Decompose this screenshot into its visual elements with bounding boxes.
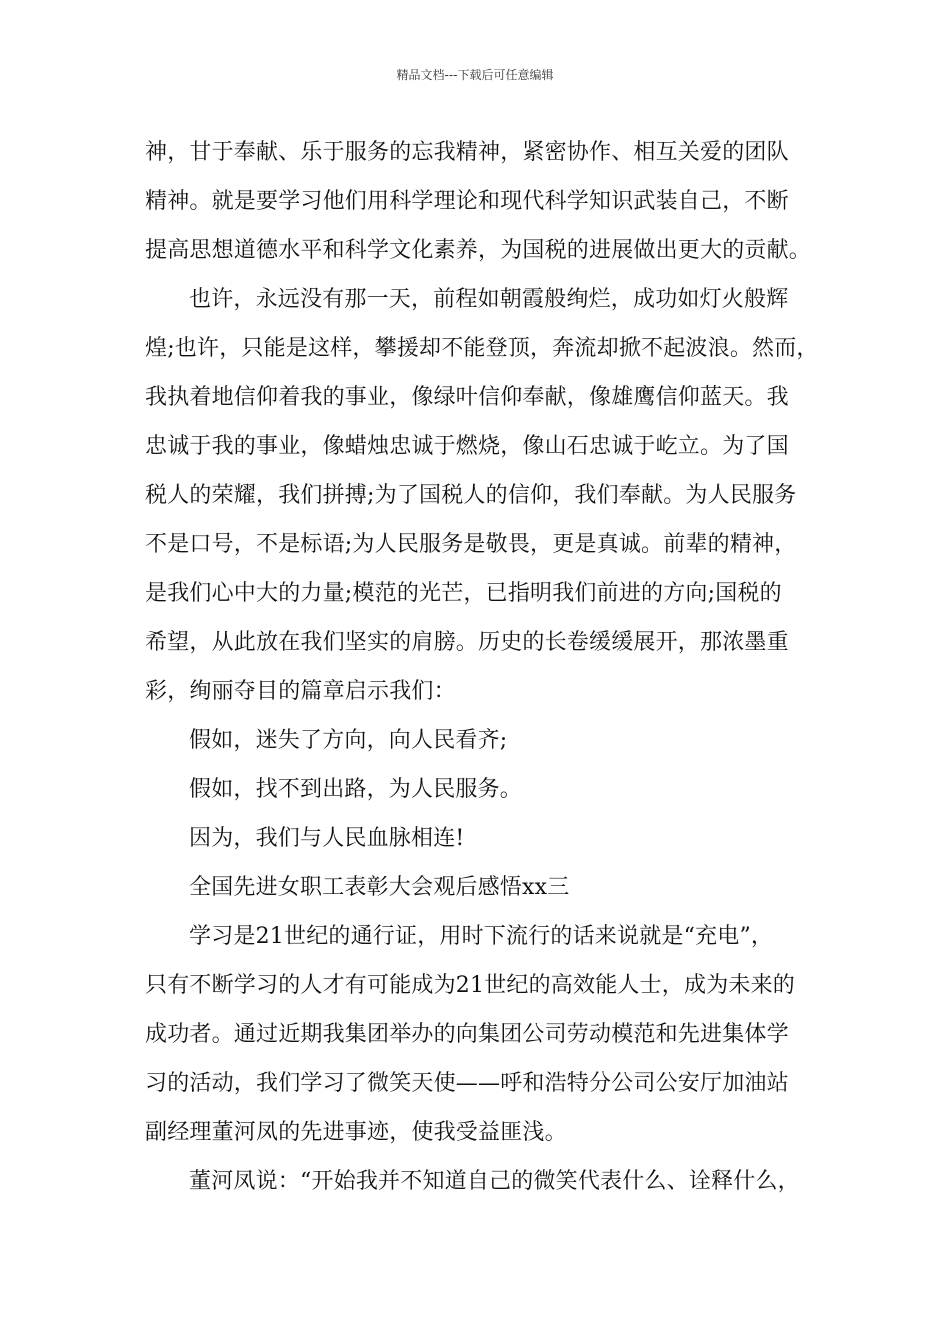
paragraph-start-line: 也许，永远没有那一天，前程如朝霞般绚烂，成功如灯火般辉 — [189, 287, 789, 312]
text-line: 习的活动，我们学习了微笑天使——呼和浩特分公司公安厅加油站 — [145, 1071, 789, 1096]
text-line: 成功者。通过近期我集团举办的向集团公司劳动模范和先进集体学 — [145, 1022, 789, 1047]
paragraph-start-line: 董河凤说：“开始我并不知道自己的微笑代表什么、诠释什么， — [189, 1169, 800, 1194]
text-line: 煌;也许，只能是这样，攀援却不能登顶，奔流却掀不起波浪。然而， — [145, 336, 819, 361]
paragraph-start-line: 假如，找不到出路，为人民服务。 — [189, 777, 523, 802]
text-line: 忠诚于我的事业，像蜡烛忠诚于燃烧，像山石忠诚于屹立。为了国 — [145, 434, 789, 459]
text-line: 副经理董河凤的先进事迹，使我受益匪浅。 — [145, 1120, 567, 1145]
text-line: 只有不断学习的人才有可能成为21世纪的高效能人士，成为未来的 — [145, 973, 795, 998]
text-line: 精神。就是要学习他们用科学理论和现代科学知识武装自己，不断 — [145, 189, 789, 214]
paragraph-start-line: 学习是21世纪的通行证，用时下流行的话来说就是“充电”， — [189, 924, 774, 949]
text-line: 提高思想道德水平和科学文化素养，为国税的进展做出更大的贡献。 — [145, 238, 812, 263]
paragraph-start-line: 因为，我们与人民血脉相连! — [189, 826, 465, 851]
text-line: 是我们心中大的力量;模范的光芒，已指明我们前进的方向;国税的 — [145, 581, 782, 606]
text-line: 税人的荣耀，我们拼搏;为了国税人的信仰，我们奉献。为人民服务 — [145, 483, 797, 508]
text-line: 希望，从此放在我们坚实的肩膀。历史的长卷缓缓展开，那浓墨重 — [145, 630, 789, 655]
section-heading: 全国先进女职工表彰大会观后感悟xx三 — [189, 875, 570, 900]
document-header-note: 精品文档---下载后可任意编辑 — [396, 68, 554, 82]
text-line: 神，甘于奉献、乐于服务的忘我精神，紧密协作、相互关爱的团队 — [145, 140, 789, 165]
document-body — [145, 128, 825, 1206]
text-line: 不是口号，不是标语;为人民服务是敬畏，更是真诚。前辈的精神， — [145, 532, 797, 557]
text-line: 我执着地信仰着我的事业，像绿叶信仰奉献，像雄鹰信仰蓝天。我 — [145, 385, 789, 410]
text-line: 彩，绚丽夺目的篇章启示我们： — [145, 679, 456, 704]
paragraph-start-line: 假如，迷失了方向，向人民看齐; — [189, 728, 508, 753]
